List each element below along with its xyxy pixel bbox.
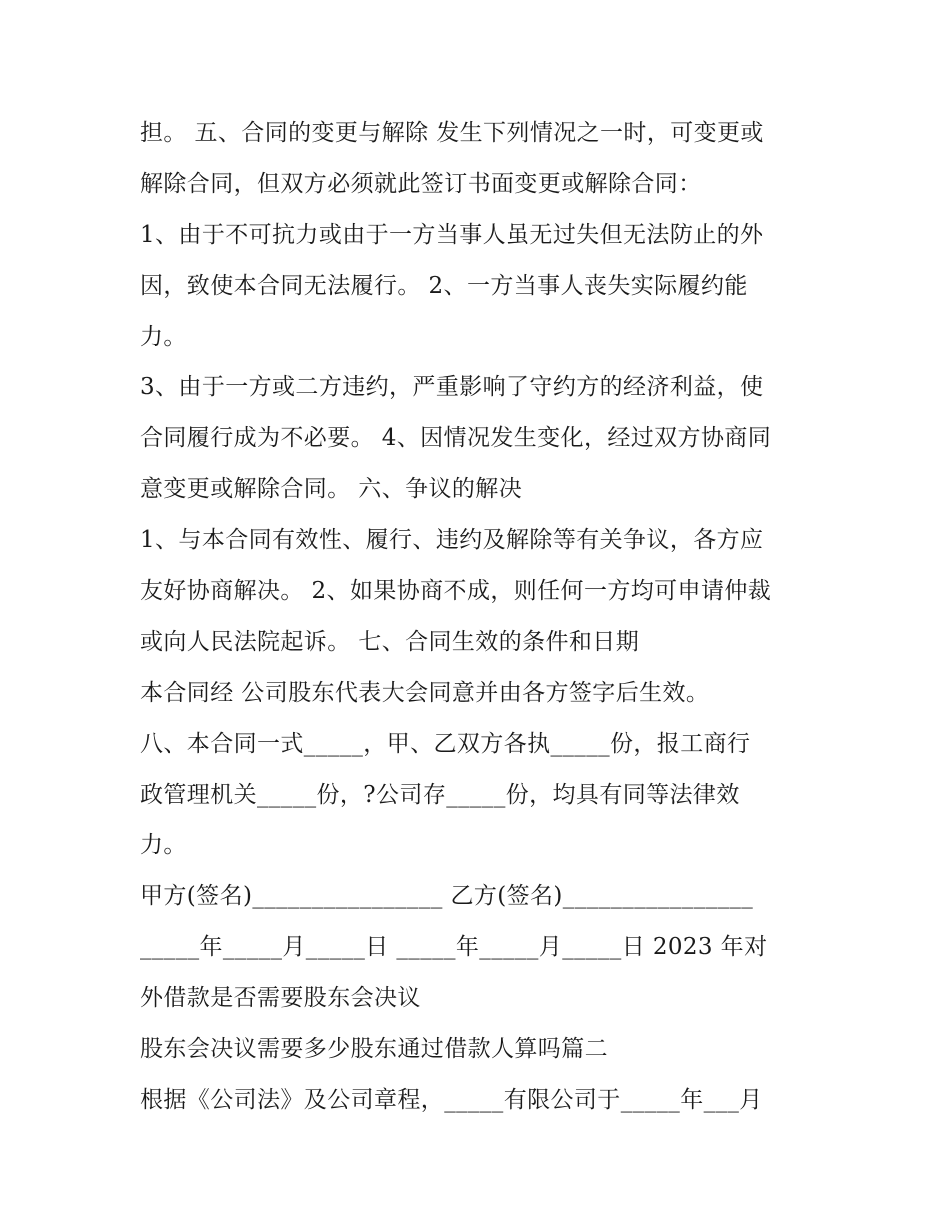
document-body: [140, 108, 840, 1126]
text-line: 政管理机关_____份，?公司存_____份，均具有同等法律效: [140, 781, 740, 808]
text-line: 友好协商解决。 2、如果协商不成，则任何一方均可申请仲裁: [140, 578, 772, 605]
text-line: 合同履行成为不必要。 4、因情况发生变化，经过双方协商同: [140, 425, 772, 452]
text-line: 或向人民法院起诉。 七、合同生效的条件和日期: [140, 628, 640, 655]
section-heading: 股东会决议需要多少股东通过借款人算吗篇二: [140, 1036, 608, 1063]
text-line: 意变更或解除合同。 六、争议的解决: [140, 476, 523, 503]
text-line: 3、由于一方或二方违约，严重影响了守约方的经济利益，使: [140, 374, 764, 401]
text-line: 外借款是否需要股东会决议: [140, 985, 421, 1012]
text-line: 担。 五、合同的变更与解除 发生下列情况之一时，可变更或: [140, 120, 764, 146]
text-line: 本合同经 公司股东代表大会同意并由各方签字后生效。: [140, 679, 710, 706]
text-line: 解除合同，但双方必须就此签订书面变更或解除合同：: [140, 170, 702, 197]
text-line: 力。: [140, 832, 187, 859]
text-line: 1、与本合同有效性、履行、违约及解除等有关争议，各方应: [140, 527, 764, 554]
text-line: 1、由于不可抗力或由于一方当事人虽无过失但无法防止的外: [140, 221, 764, 248]
text-line: 八、本合同一式_____，甲、乙双方各执_____份，报工商行: [140, 730, 751, 757]
text-line: 因，致使本合同无法履行。 2、一方当事人丧失实际履约能: [140, 272, 748, 299]
text-line: 力。: [140, 323, 187, 350]
text-line: 根据《公司法》及公司章程，_____有限公司于_____年___月: [140, 1086, 763, 1113]
signature-line: 甲方(签名)________________ 乙方(签名)________________: [140, 883, 754, 910]
date-line: _____年_____月_____日 _____年_____月_____日 2023 年对: [140, 934, 768, 961]
